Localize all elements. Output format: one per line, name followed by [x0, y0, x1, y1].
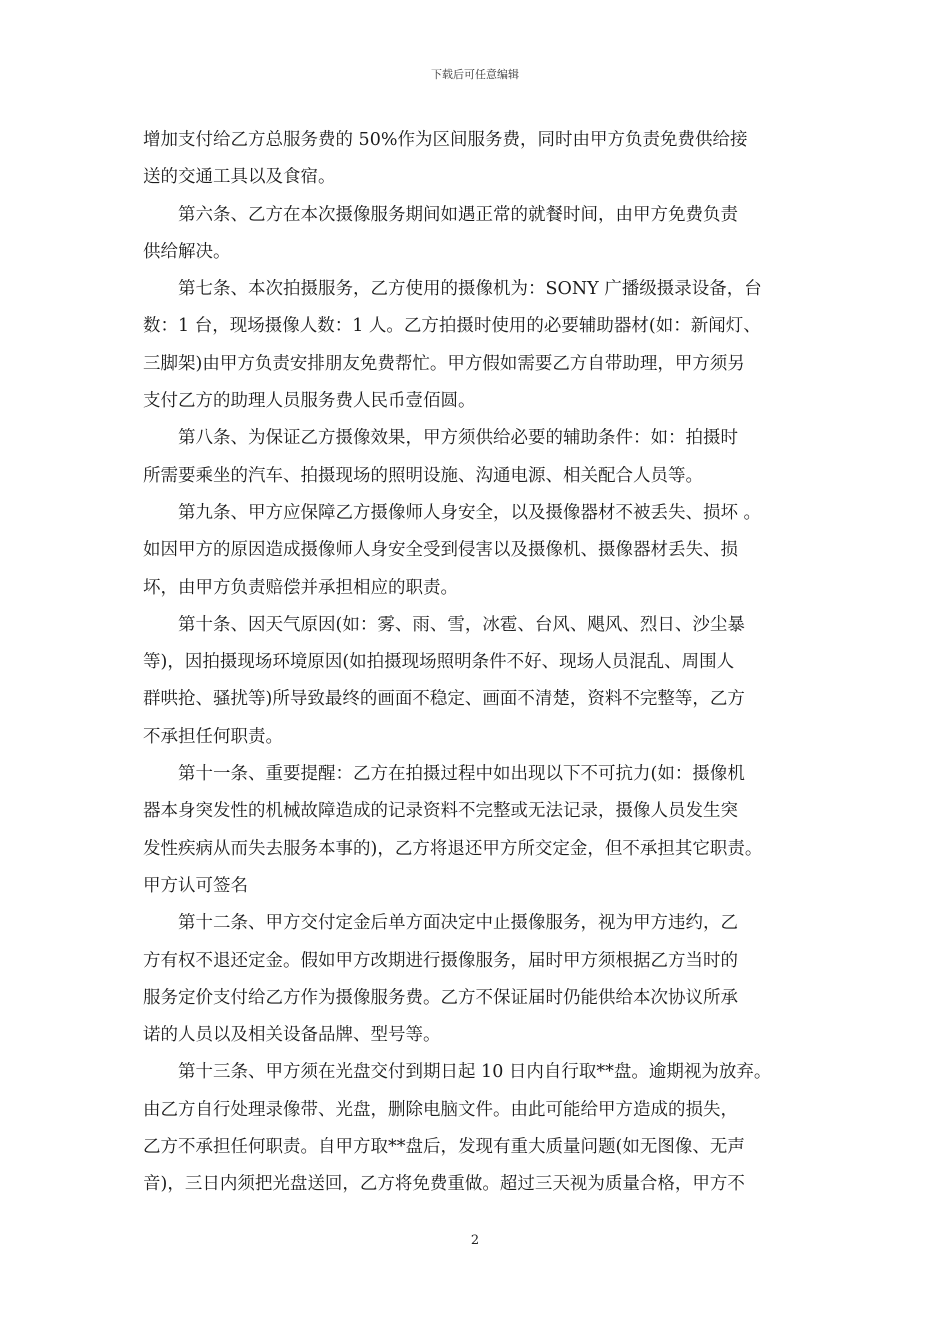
text-line: 器本身突发性的机械故障造成的记录资料不完整或无法记录，摄像人员发生突 [143, 801, 738, 822]
text-line: 送的交通工具以及食宿。 [143, 167, 336, 188]
page-header: 下载后可任意编辑 [431, 68, 519, 81]
text-line: 音)，三日内须把光盘送回，乙方将免费重做。超过三天视为质量合格，甲方不 [143, 1174, 745, 1195]
paragraph [143, 495, 807, 607]
text-line: 第十二条、甲方交付定金后单方面决定中止摄像服务，视为甲方违约，乙 [178, 913, 738, 934]
text-line: 所需要乘坐的汽车、拍摄现场的照明设施、沟通电源、相关配合人员等。 [143, 465, 703, 486]
text-line: 群哄抢、骚扰等)所导致最终的画面不稳定、画面不清楚，资料不完整等，乙方 [143, 689, 745, 710]
page-number: 2 [470, 1233, 480, 1248]
text-line: 第六条、乙方在本次摄像服务期间如遇正常的就餐时间，由甲方免费负责 [178, 204, 738, 225]
text-line: 诺的人员以及相关设备品牌、型号等。 [143, 1025, 441, 1046]
text-line: 供给解决。 [143, 241, 231, 262]
paragraph [143, 607, 807, 756]
text-line: 第十一条、重要提醒：乙方在拍摄过程中如出现以下不可抗力(如：摄像机 [178, 764, 745, 785]
paragraph [143, 197, 807, 272]
document-body [143, 122, 807, 1204]
text-line: 支付乙方的助理人员服务费人民币壹佰圆。 [143, 391, 476, 412]
text-line: 第十条、因天气原因(如：雾、雨、雪，冰雹、台风、飓风、烈日、沙尘暴 [178, 614, 745, 635]
text-line: 甲方认可签名 [143, 875, 248, 896]
paragraph [143, 271, 807, 420]
text-line: 数：1 台，现场摄像人数：1 人。乙方拍摄时使用的必要辅助器材(如：新闻灯、 [143, 316, 761, 337]
paragraph [143, 905, 807, 1054]
text-line: 由乙方自行处理录像带、光盘，删除电脑文件。由此可能给甲方造成的损失， [143, 1099, 738, 1120]
text-line: 如因甲方的原因造成摄像师人身安全受到侵害以及摄像机、摄像器材丢失、损 [143, 540, 738, 561]
text-line: 服务定价支付给乙方作为摄像服务费。乙方不保证届时仍能供给本次协议所承 [143, 987, 738, 1008]
text-line: 发性疾病从而失去服务本事的)，乙方将退还甲方所交定金，但不承担其它职责。 [143, 838, 763, 859]
text-line: 第八条、为保证乙方摄像效果，甲方须供给必要的辅助条件：如：拍摄时 [178, 428, 738, 449]
text-line: 增加支付给乙方总服务费的 50%作为区间服务费，同时由甲方负责免费供给接 [143, 130, 748, 150]
text-line: 第十三条、甲方须在光盘交付到期日起 10 日内自行取**盘。逾期视为放弃。 [178, 1062, 772, 1083]
paragraph [143, 122, 807, 197]
text-line: 不承担任何职责。 [143, 726, 283, 747]
text-line: 第九条、甲方应保障乙方摄像师人身安全，以及摄像器材不被丢失、损坏 。 [178, 502, 762, 523]
text-line: 坏，由甲方负责赔偿并承担相应的职责。 [143, 577, 458, 598]
paragraph [143, 756, 807, 905]
text-line: 第七条、本次拍摄服务，乙方使用的摄像机为：SONY 广播级摄录设备，台 [178, 279, 762, 300]
text-line: 等)，因拍摄现场环境原因(如拍摄现场照明条件不好、现场人员混乱、周围人 [143, 652, 735, 673]
text-line: 三脚架)由甲方负责安排朋友免费帮忙。甲方假如需要乙方自带助理，甲方须另 [143, 353, 745, 374]
paragraph [143, 420, 807, 495]
text-line: 乙方不承担任何职责。自甲方取**盘后，发现有重大质量问题(如无图像、无声 [143, 1137, 745, 1158]
text-line: 方有权不退还定金。假如甲方改期进行摄像服务，届时甲方须根据乙方当时的 [143, 950, 738, 971]
paragraph [143, 1054, 807, 1203]
